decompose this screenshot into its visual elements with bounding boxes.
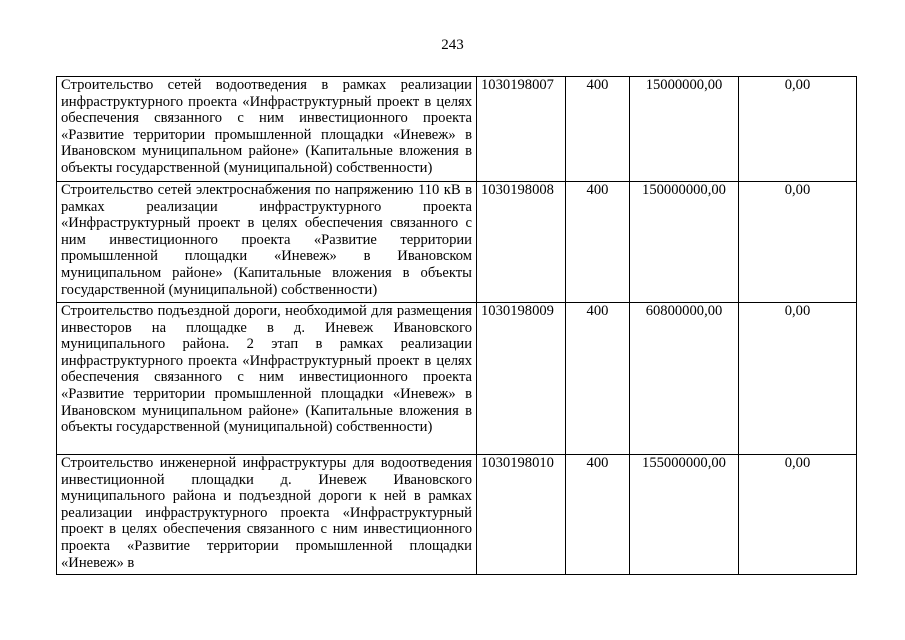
page-number: 243: [441, 37, 464, 53]
row-description: Строительство подъездной дороги, необходимой для размещения инвесторов на площадке в д. Иневеж Ивановского муниципального района. 2 этап в рамках реализации инфраструктурного проекта «Инфраструктурный проект в целях обеспечения связанного с ним инвестиционного проекта «Развитие территории промышленной площадки «Иневеж» в Ивановском муниципальном районе» (Капитальные вложения в объекты государственной (муниципальной) собственности): [57, 303, 477, 455]
budget-table: [56, 76, 857, 575]
row-amount-2: 0,00: [739, 303, 857, 455]
row-amount-2: 0,00: [739, 182, 857, 303]
row-amount-1: 15000000,00: [630, 77, 739, 182]
row-amount-2: 0,00: [739, 455, 857, 575]
row-description: Строительство сетей электроснабжения по напряжению 110 кВ в рамках реализации инфраструктурного проекта «Инфраструктурный проект в целях обеспечения связанного с ним инвестиционного проекта «Развитие территории промышленной площадки «Иневеж» в Ивановском муниципальном районе» (Капитальные вложения в объекты государственной (муниципальной) собственности): [57, 182, 477, 303]
table-row: [57, 77, 857, 182]
row-amount-2: 0,00: [739, 77, 857, 182]
row-description: Строительство инженерной инфраструктуры для водоотведения инвестиционной площадки д. Иневеж Ивановского муниципального района и подъездной дороги к ней в рамках реализации инфраструктурного проекта «Инфраструктурный проект в целях обеспечения связанного с ним инвестиционного проекта «Развитие территории промышленной площадки «Иневеж» в: [57, 455, 477, 575]
row-expense-type: 400: [566, 182, 630, 303]
row-target-code: 1030198010: [477, 455, 566, 575]
row-expense-type: 400: [566, 455, 630, 575]
row-amount-1: 60800000,00: [630, 303, 739, 455]
row-target-code: 1030198007: [477, 77, 566, 182]
row-target-code: 1030198009: [477, 303, 566, 455]
table-row: [57, 182, 857, 303]
row-expense-type: 400: [566, 77, 630, 182]
row-description: Строительство сетей водоотведения в рамках реализации инфраструктурного проекта «Инфраструктурный проект в целях обеспечения связанного с ним инвестиционного проекта «Развитие территории промышленной площадки «Иневеж» в Ивановском муниципальном районе» (Капитальные вложения в объекты государственной (муниципальной) собственности): [57, 77, 477, 182]
row-expense-type: 400: [566, 303, 630, 455]
table-row: [57, 455, 857, 575]
row-amount-1: 155000000,00: [630, 455, 739, 575]
row-target-code: 1030198008: [477, 182, 566, 303]
table-row: [57, 303, 857, 455]
row-amount-1: 150000000,00: [630, 182, 739, 303]
